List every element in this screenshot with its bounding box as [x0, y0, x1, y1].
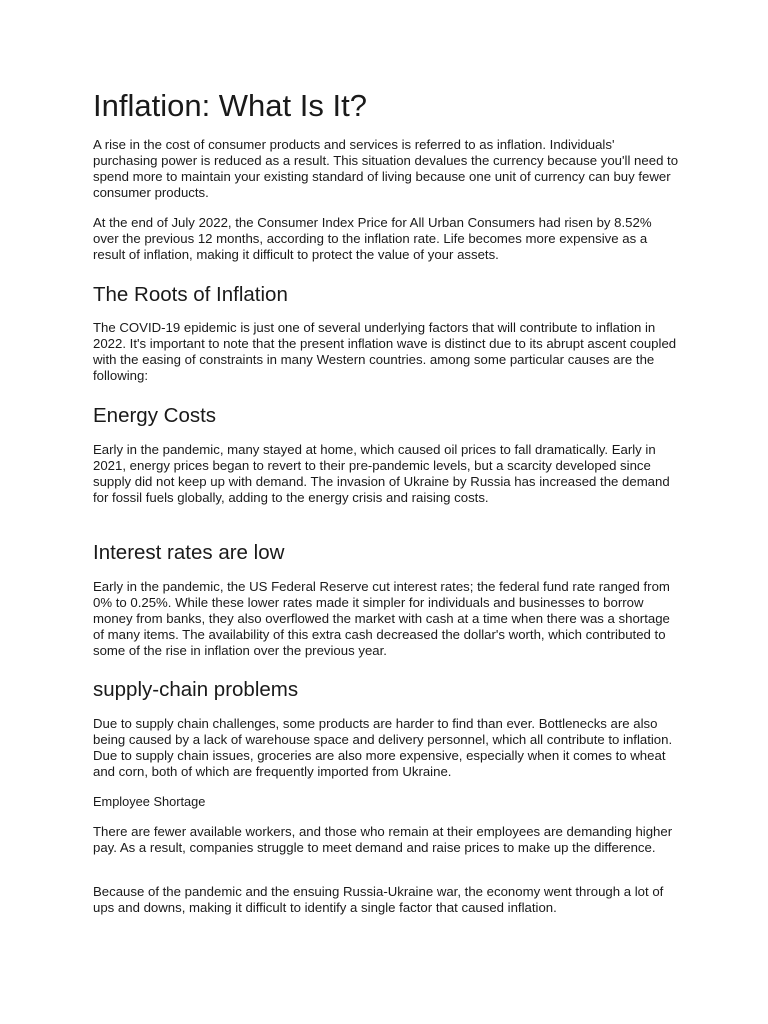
roots-paragraph: The COVID-19 epidemic is just one of several underlying factors that will contribute to inflation in 2022. It's important to note that the present inflation wave is distinct due to its abrupt ascent coupled with the easing of constraints in many Western countries. among some particular causes are the following: — [93, 320, 677, 383]
employee-shortage-label: Employee Shortage — [93, 794, 206, 809]
document-title: Inflation: What Is It? — [93, 88, 367, 123]
employee-paragraph-2: Because of the pandemic and the ensuing Russia-Ukraine war, the economy went through a lot of ups and downs, making it difficult to identify a single factor that caused inflation. — [93, 884, 664, 915]
energy-heading: Energy Costs — [93, 404, 217, 427]
intro-paragraph-2: At the end of July 2022, the Consumer Index Price for All Urban Consumers had risen by 8.52% over the previous 12 months, according to the inflation rate. Life becomes more expensive as a result of inflation, making it difficult to protect the value of your assets. — [93, 215, 652, 262]
supply-paragraph: Due to supply chain challenges, some products are harder to find than ever. Bottlenecks are also being caused by a lack of warehouse space and delivery personnel, which all contribute to inflation. Due to supply chain issues, groceries are also more expensive, especially when it comes to wheat and corn, both of which are frequently imported from Ukraine. — [93, 716, 673, 779]
employee-paragraph-1: There are fewer available workers, and those who remain at their employees are demanding higher pay. As a result, companies struggle to meet demand and raise prices to make up the difference. — [93, 824, 673, 855]
interest-paragraph: Early in the pandemic, the US Federal Reserve cut interest rates; the federal fund rate ranged from 0% to 0.25%. While these lower rates made it simpler for individuals and businesses to borrow money from banks, they also overflowed the market with cash at a time when there was a shortage of many items. The availability of this extra cash decreased the dollar's worth, which contributed to some of the rise in inflation over the previous year. — [93, 579, 670, 658]
energy-paragraph: Early in the pandemic, many stayed at home, which caused oil prices to fall dramatically. Early in 2021, energy prices began to revert to their pre-pandemic levels, but a scarcity developed since supply did not keep up with demand. The invasion of Ukraine by Russia has increased the demand for fossil fuels globally, adding to the energy crisis and raising costs. — [93, 442, 670, 505]
roots-heading: The Roots of Inflation — [93, 283, 288, 306]
supply-heading: supply-chain problems — [93, 678, 299, 701]
interest-heading: Interest rates are low — [93, 541, 285, 564]
intro-paragraph-1: A rise in the cost of consumer products and services is referred to as inflation. Individuals' purchasing power is reduced as a result. This situation devalues the currency because you'll need to spend more to maintain your existing standard of living because one unit of currency can buy fewer consumer products. — [93, 137, 679, 200]
